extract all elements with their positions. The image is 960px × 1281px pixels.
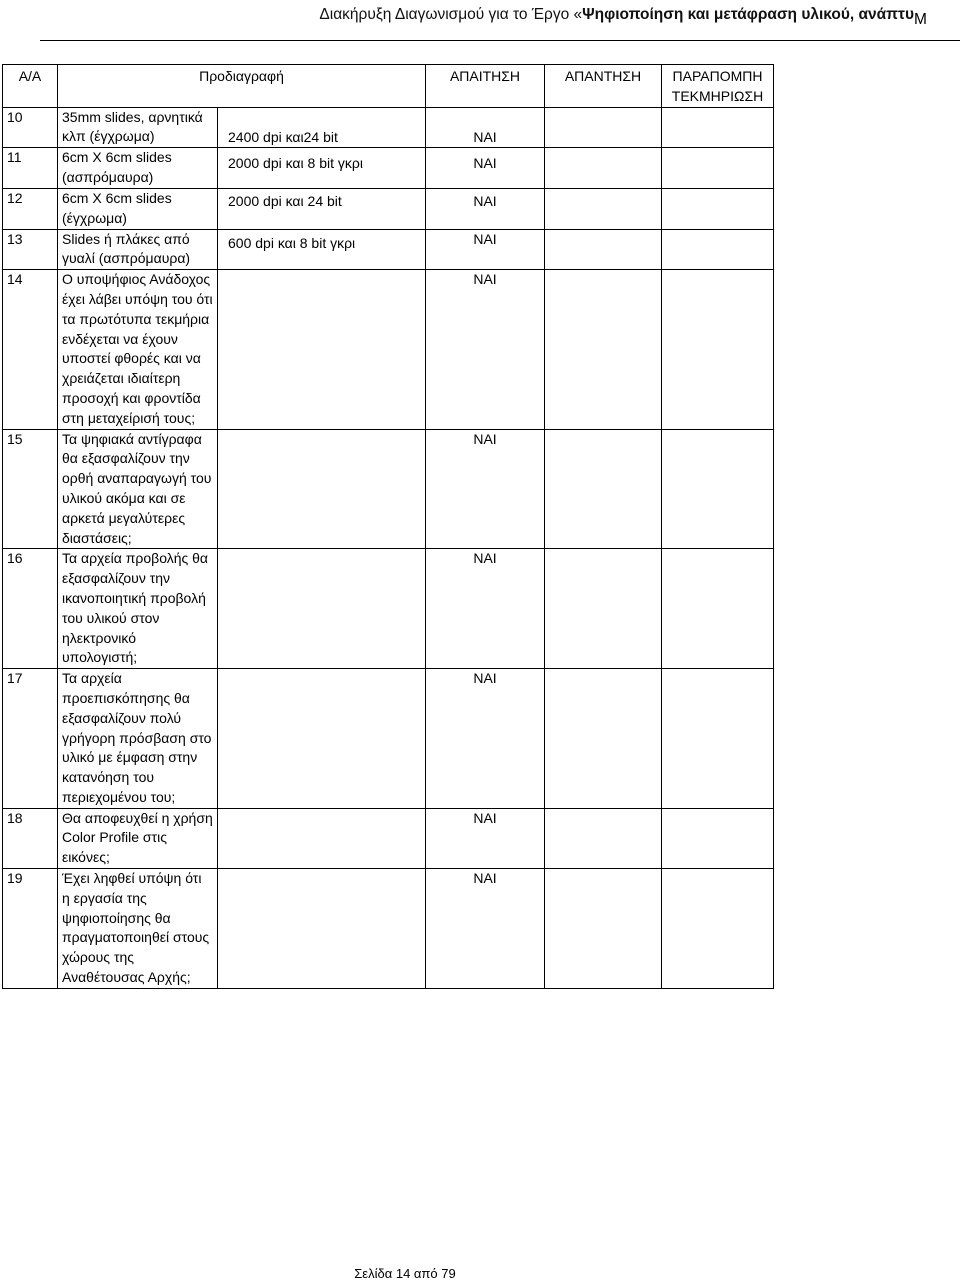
table-row — [3, 270, 774, 429]
row-answer-extra — [545, 229, 662, 270]
row-requirement — [218, 270, 426, 429]
row-reference — [662, 229, 774, 270]
row-answer: ΝΑΙ — [426, 148, 545, 189]
row-number: 18 — [3, 808, 58, 868]
row-number: 13 — [3, 229, 58, 270]
row-spec: Θα αποφευχθεί η χρήση Color Profile στις εικόνες; — [58, 808, 218, 868]
row-requirement — [218, 669, 426, 809]
header-rule — [40, 40, 960, 41]
table-row — [3, 107, 774, 148]
row-answer-extra — [545, 869, 662, 989]
row-answer-extra — [545, 808, 662, 868]
header-title-plain: Διακήρυξη Διαγωνισμού για το Έργο « — [319, 6, 583, 23]
row-number: 11 — [3, 148, 58, 189]
row-spec: 6cm X 6cm slides (ασπρόμαυρα) — [58, 148, 218, 189]
row-number: 17 — [3, 669, 58, 809]
row-reference — [662, 808, 774, 868]
row-answer-extra — [545, 270, 662, 429]
row-number: 15 — [3, 429, 58, 549]
row-answer: ΝΑΙ — [426, 429, 545, 549]
row-requirement — [218, 549, 426, 669]
row-answer-extra — [545, 188, 662, 229]
row-answer: ΝΑΙ — [426, 669, 545, 809]
table-row — [3, 808, 774, 868]
table-row — [3, 549, 774, 669]
row-requirement — [218, 869, 426, 989]
row-answer-extra — [545, 429, 662, 549]
col-header-spec: Προδιαγραφή — [58, 65, 426, 108]
row-spec: Slides ή πλάκες από γυαλί (ασπρόμαυρα) — [58, 229, 218, 270]
row-requirement: 2000 dpi και 8 bit γκρι — [218, 148, 426, 189]
row-reference — [662, 429, 774, 549]
row-answer: ΝΑΙ — [426, 808, 545, 868]
row-answer: ΝΑΙ — [426, 270, 545, 429]
row-number: 19 — [3, 869, 58, 989]
table-row — [3, 229, 774, 270]
row-answer-extra — [545, 669, 662, 809]
table-row — [3, 869, 774, 989]
row-reference — [662, 869, 774, 989]
row-reference — [662, 188, 774, 229]
row-answer-extra — [545, 549, 662, 669]
table-row — [3, 188, 774, 229]
col-header-answer: ΑΠΑΝΤΗΣΗ — [545, 65, 662, 108]
row-reference — [662, 107, 774, 148]
col-header-aa: Α/Α — [3, 65, 58, 108]
row-reference — [662, 270, 774, 429]
row-reference — [662, 148, 774, 189]
row-requirement: 600 dpi και 8 bit γκρι — [218, 229, 426, 270]
row-spec: 35mm slides, αρνητικά κλπ (έγχρωμα) — [58, 107, 218, 148]
row-answer: ΝΑΙ — [426, 549, 545, 669]
specification-table — [2, 64, 774, 989]
table-header-row — [3, 65, 774, 108]
row-number: 12 — [3, 188, 58, 229]
table-row — [3, 429, 774, 549]
header-right-fragment: Μ — [914, 11, 927, 28]
row-spec: Έχει ληφθεί υπόψη ότι η εργασία της ψηφιοποίησης θα πραγματοποιηθεί στους χώρους της Αναθέτουσας Αρχής; — [58, 869, 218, 989]
col-header-reference: ΠΑΡΑΠΟΜΠΗ ΤΕΚΜΗΡΙΩΣΗ — [662, 65, 774, 108]
row-answer-extra — [545, 148, 662, 189]
row-reference — [662, 549, 774, 669]
col-header-requirement: ΑΠΑΙΤΗΣΗ — [426, 65, 545, 108]
header-title-bold: Ψηφιοποίηση και μετάφραση υλικού, ανάπτυ — [582, 6, 914, 23]
row-answer: ΝΑΙ — [426, 107, 545, 148]
row-spec: Τα αρχεία προβολής θα εξασφαλίζουν την ικανοποιητική προβολή του υλικού στον ηλεκτρονικό υπολογιστή; — [58, 549, 218, 669]
table-row — [3, 669, 774, 809]
row-answer-extra — [545, 107, 662, 148]
row-spec: Τα αρχεία προεπισκόπησης θα εξασφαλίζουν πολύ γρήγορη πρόσβαση στο υλικό με έμφαση στην κατανόηση του περιεχομένου του; — [58, 669, 218, 809]
row-requirement: 2000 dpi και 24 bit — [218, 188, 426, 229]
row-number: 10 — [3, 107, 58, 148]
row-number: 14 — [3, 270, 58, 429]
row-requirement — [218, 429, 426, 549]
row-requirement — [218, 808, 426, 868]
document-header-title — [319, 0, 914, 30]
row-answer: ΝΑΙ — [426, 229, 545, 270]
page-number-footer: Σελίδα 14 από 79 — [354, 1266, 456, 1281]
row-number: 16 — [3, 549, 58, 669]
row-requirement: 2400 dpi και24 bit — [218, 107, 426, 148]
table-row — [3, 148, 774, 189]
row-answer: ΝΑΙ — [426, 869, 545, 989]
row-answer: ΝΑΙ — [426, 188, 545, 229]
row-spec: Τα ψηφιακά αντίγραφα θα εξασφαλίζουν την ορθή αναπαραγωγή του υλικού ακόμα και σε αρκετά μεγαλύτερες διαστάσεις; — [58, 429, 218, 549]
row-spec: 6cm X 6cm slides (έγχρωμα) — [58, 188, 218, 229]
row-reference — [662, 669, 774, 809]
row-spec: Ο υποψήφιος Ανάδοχος έχει λάβει υπόψη του ότι τα πρωτότυπα τεκμήρια ενδέχεται να έχουν υποστεί φθορές και να χρειάζεται ιδιαίτερη προσοχή και φροντίδα στη μεταχείρισή τους; — [58, 270, 218, 429]
